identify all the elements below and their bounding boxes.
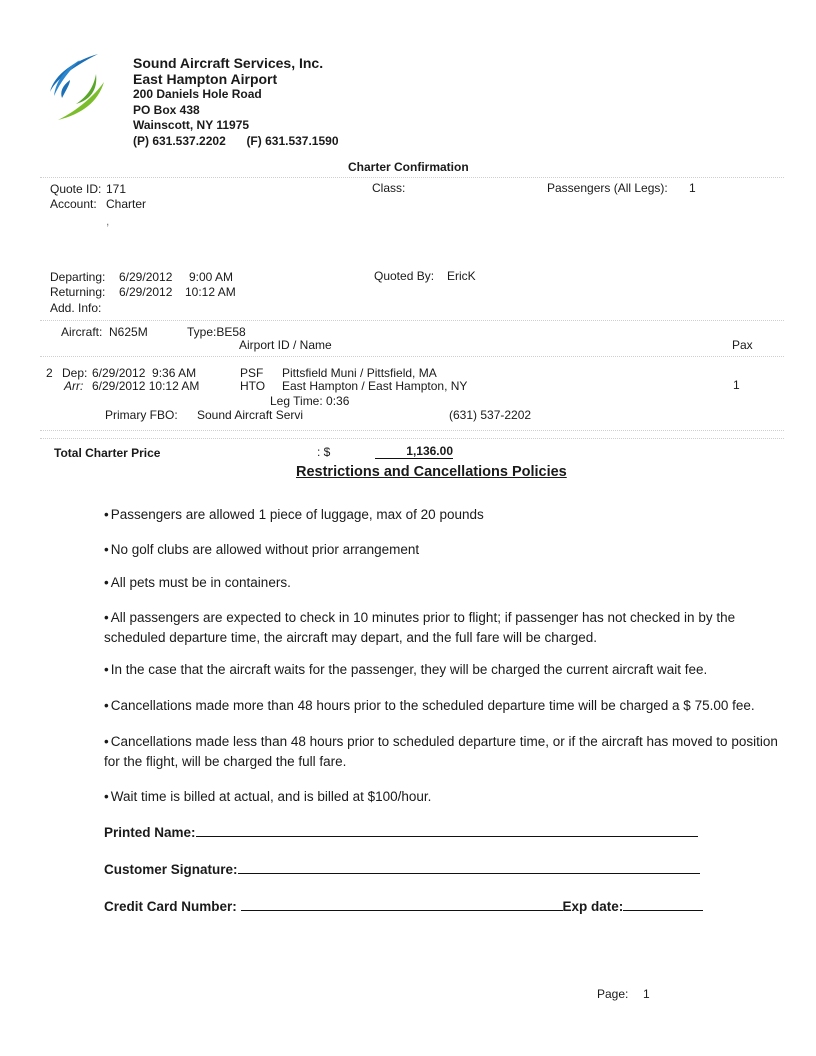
add-info-label: Add. Info:: [50, 301, 102, 315]
bullet-icon: •: [104, 542, 109, 557]
aircraft-type-value: BE58: [216, 325, 246, 339]
policy-item: • Passengers are allowed 1 piece of luggage, max of 20 pounds: [104, 507, 484, 522]
phone-number: (P) 631.537.2202: [133, 133, 226, 148]
total-currency: : $: [317, 445, 331, 459]
returning-date: 6/29/2012: [119, 285, 173, 299]
airport-column-header: Airport ID / Name: [239, 338, 332, 352]
class-label: Class:: [372, 181, 406, 195]
bullet-icon: •: [104, 789, 109, 804]
credit-card-label: Credit Card Number:: [104, 899, 237, 914]
leg-time-label: Leg Time:: [270, 394, 323, 408]
fax-number: (F) 631.537.1590: [246, 133, 339, 148]
divider: [40, 438, 784, 439]
departing-time: 9:00 AM: [189, 270, 234, 284]
policy-item: • Cancellations made less than 48 hours prior to scheduled departure time, or if the aircraft has moved to position for the flight, will be charged the full fare.: [104, 734, 778, 769]
credit-card-field[interactable]: [241, 910, 563, 911]
customer-signature-field[interactable]: [238, 873, 700, 874]
passengers-value: 1: [689, 181, 696, 195]
pax-column-header: Pax: [732, 338, 753, 352]
policy-item: • Cancellations made more than 48 hours prior to the scheduled departure time will be charged a $ 75.00 fee.: [104, 698, 755, 713]
departing-date: 6/29/2012: [119, 270, 173, 284]
fbo-name: Sound Aircraft Servi: [197, 408, 304, 422]
exp-date-field[interactable]: [623, 910, 703, 911]
total-price-label: Total Charter Price: [54, 446, 161, 460]
city-state-zip: Wainscott, NY 11975: [133, 118, 250, 132]
leg-dep-datetime: 6/29/2012 9:36 AM: [92, 366, 197, 380]
company-address-block: [133, 55, 339, 149]
arr-airport-name: East Hampton / East Hampton, NY: [282, 379, 468, 393]
quoted-by-label: Quoted By:: [374, 269, 435, 283]
page-label: Page:: [597, 987, 629, 1001]
exp-date-label: Exp date:: [562, 899, 624, 914]
po-box: PO Box 438: [133, 102, 200, 117]
phone-fax-line: [133, 134, 339, 150]
policy-item: • All pets must be in containers.: [104, 575, 291, 590]
policies-title: Restrictions and Cancellations Policies: [296, 464, 567, 480]
leg-time-value: 0:36: [326, 394, 350, 408]
company-name: Sound Aircraft Services, Inc.: [133, 55, 324, 71]
bullet-icon: •: [104, 698, 109, 713]
policy-item: • Wait time is billed at actual, and is billed at $100/hour.: [104, 789, 432, 804]
bullet-icon: •: [104, 507, 109, 522]
company-logo: [40, 52, 108, 122]
quoted-by-value: EricK: [447, 269, 476, 283]
returning-time: 10:12 AM: [185, 285, 236, 299]
dep-airport-code: PSF: [240, 366, 264, 380]
departing-label: Departing:: [50, 270, 106, 284]
divider: [40, 356, 784, 357]
policy-item: • In the case that the aircraft waits for the passenger, they will be charged the current aircraft wait fee.: [104, 662, 708, 677]
printed-name-field[interactable]: [196, 836, 698, 837]
policy-item: • All passengers are expected to check in 10 minutes prior to flight; if passenger has not checked in by the scheduled departure time, the aircraft may depart, and the full fare will be charged.: [104, 610, 736, 645]
leg-pax: 1: [733, 378, 740, 392]
document-title: Charter Confirmation: [348, 160, 469, 174]
fbo-phone: (631) 537-2202: [449, 408, 532, 422]
customer-signature-line: [104, 862, 700, 877]
aircraft-type-label: Type:: [187, 325, 217, 339]
divider: [40, 430, 784, 431]
aircraft-tail: N625M: [109, 325, 148, 339]
credit-card-line: [104, 899, 703, 914]
quote-id-label: Quote ID:: [50, 182, 102, 196]
airport-name: East Hampton Airport: [133, 71, 278, 87]
quote-id-value: 171: [106, 182, 127, 196]
bullet-icon: •: [104, 734, 109, 749]
divider: [40, 177, 784, 178]
leg-dep-label: Dep:: [62, 366, 88, 380]
bullet-icon: •: [104, 575, 109, 590]
aircraft-label: Aircraft:: [61, 325, 103, 339]
leg-arr-datetime: 6/29/2012 10:12 AM: [92, 379, 200, 393]
printed-name-label: Printed Name:: [104, 825, 196, 840]
dep-airport-name: Pittsfield Muni / Pittsfield, MA: [282, 366, 437, 380]
page-number: 1: [643, 987, 650, 1001]
account-label: Account:: [50, 197, 97, 211]
bullet-icon: •: [104, 662, 109, 677]
leg-number: 2: [46, 366, 53, 380]
account-comma: ,: [106, 214, 110, 228]
total-price-amount: 1,136.00: [375, 445, 453, 459]
policy-item: • No golf clubs are allowed without prior arrangement: [104, 542, 420, 557]
passengers-label: Passengers (All Legs):: [547, 181, 668, 195]
street-address: 200 Daniels Hole Road: [133, 87, 262, 101]
printed-name-line: [104, 825, 698, 840]
leg-arr-label: Arr:: [64, 379, 84, 393]
leg-time: [270, 394, 349, 408]
bullet-icon: •: [104, 610, 109, 625]
arr-airport-code: HTO: [240, 379, 266, 393]
account-value: Charter: [106, 197, 147, 211]
aircraft-type: [187, 325, 246, 339]
customer-signature-label: Customer Signature:: [104, 862, 238, 877]
divider: [40, 320, 784, 321]
returning-label: Returning:: [50, 285, 106, 299]
fbo-label: Primary FBO:: [105, 408, 178, 422]
